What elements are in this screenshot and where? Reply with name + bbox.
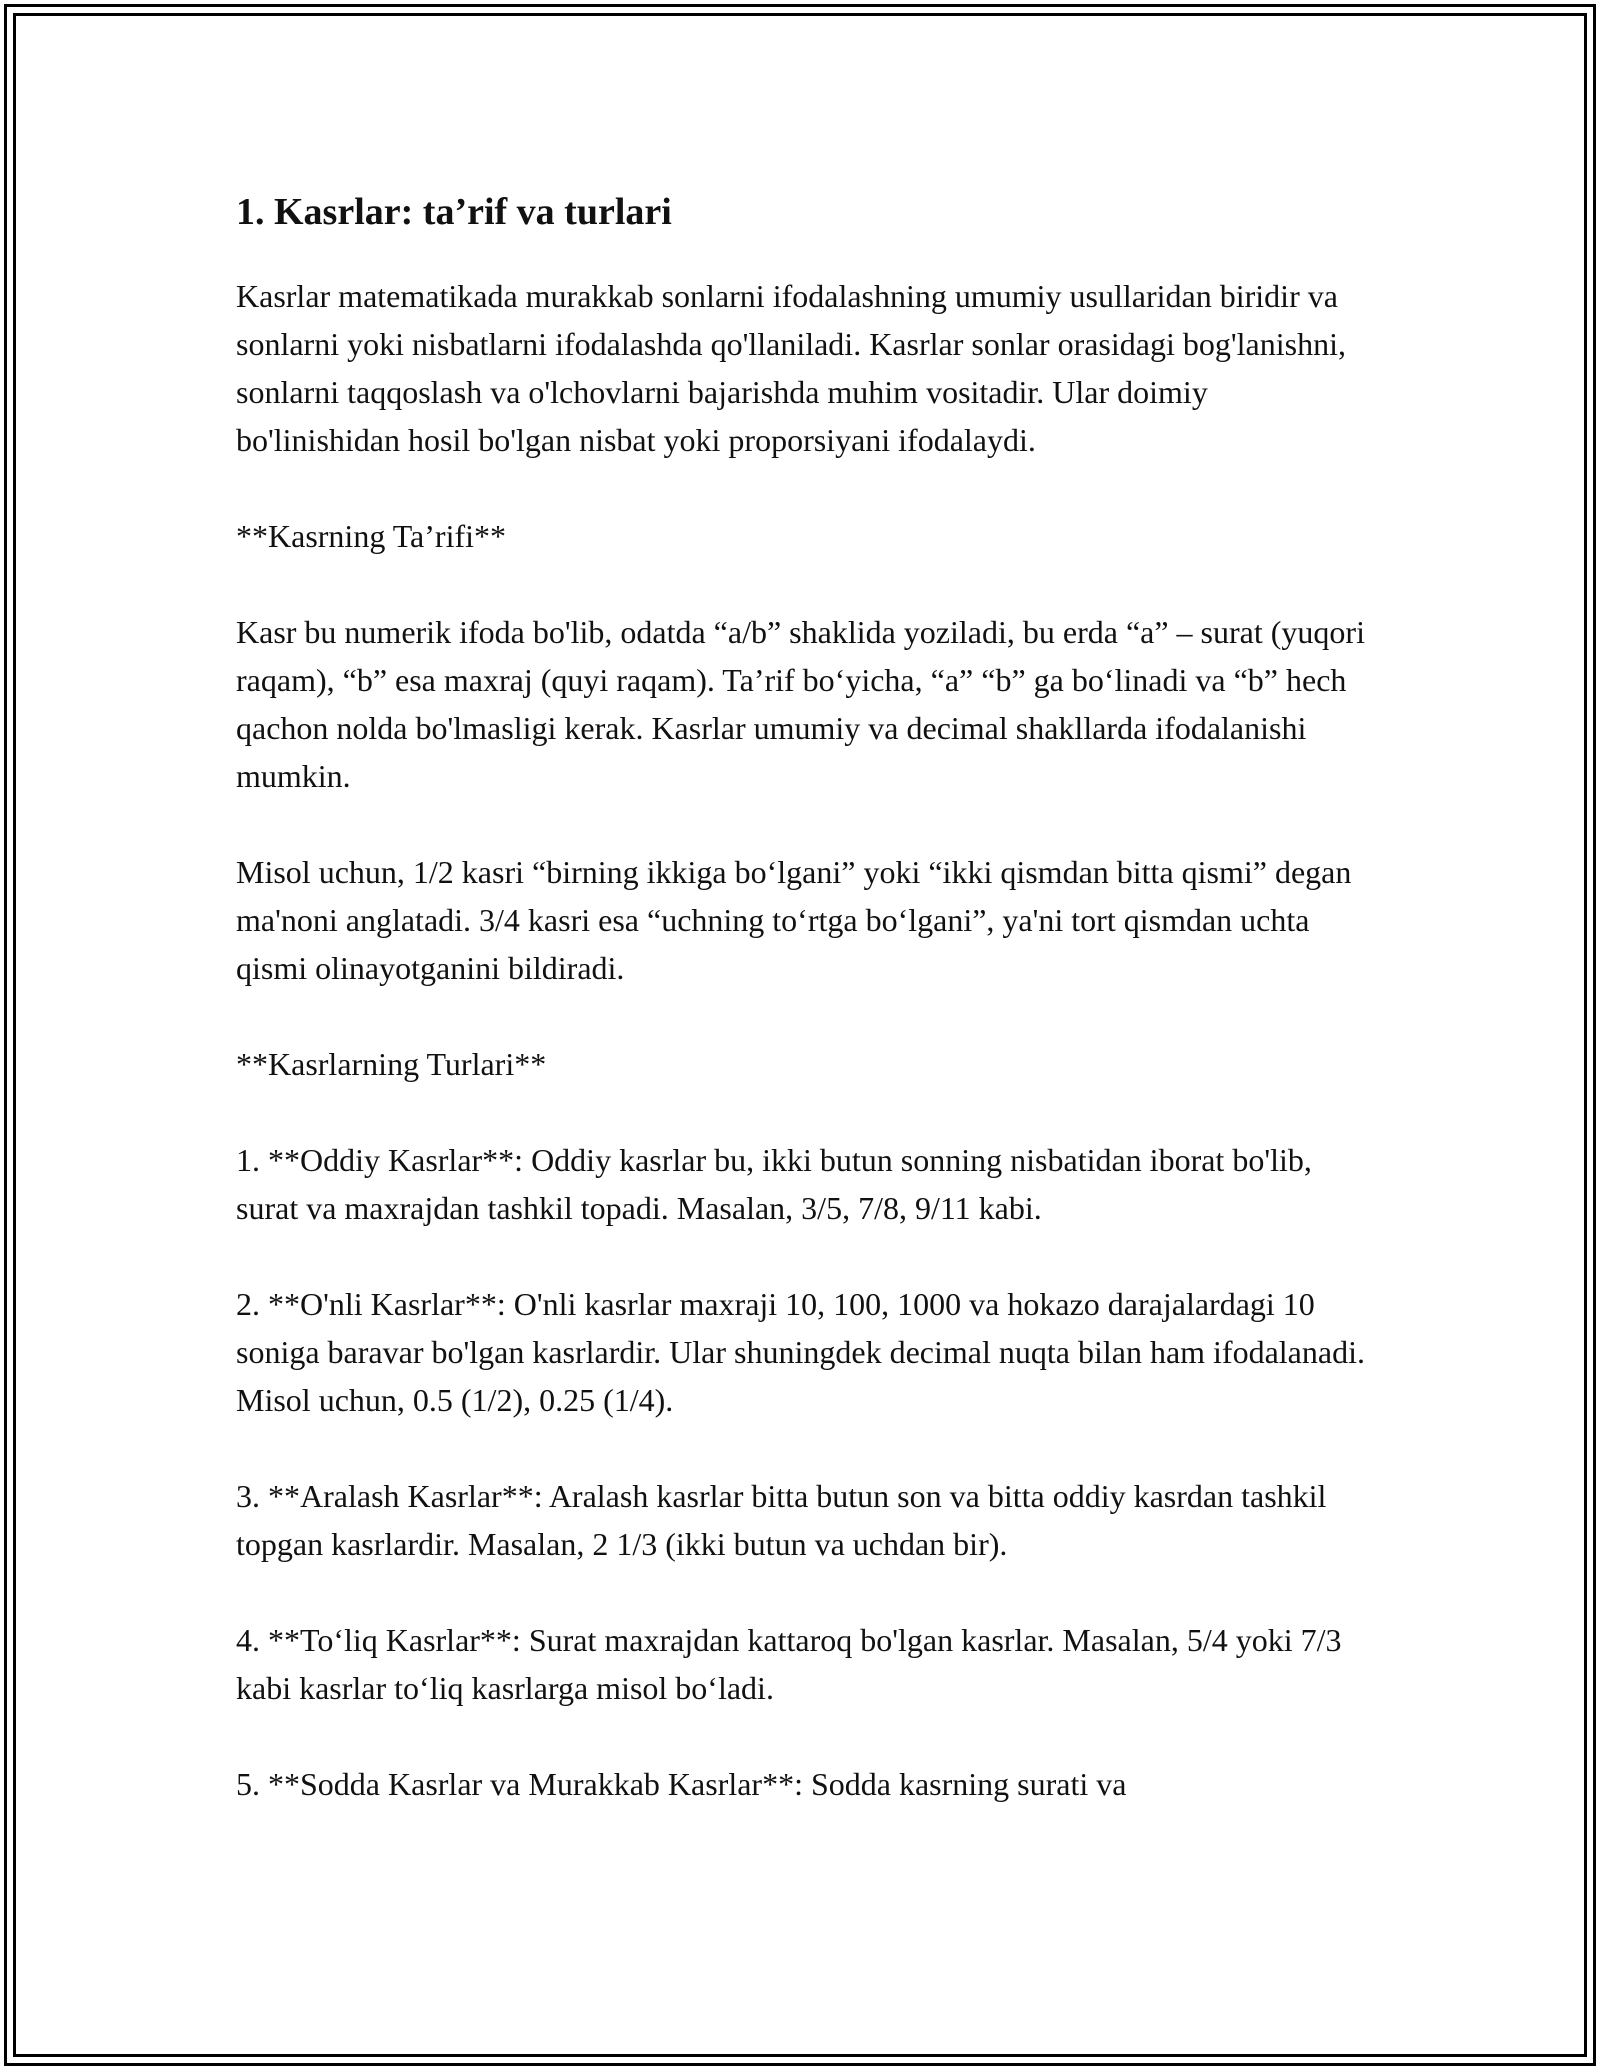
list-item-decimal-fractions: 2. **O'nli Kasrlar**: O'nli kasrlar maxraji 10, 100, 1000 va hokazo darajalardagi 10 soniga baravar bo'lgan kasrlardir. Ular shuningdek decimal nuqta bilan ham ifodalanadi. Misol uchun, 0.5 (1/2), 0.25 (1/4). xyxy=(236,1286,1365,1418)
list-item-simple-and-complex-fractions: 5. **Sodda Kasrlar va Murakkab Kasrlar**: Sodda kasrning surati va xyxy=(236,1766,1127,1802)
list-item-simple-fractions: 1. **Oddiy Kasrlar**: Oddiy kasrlar bu, ikki butun sonning nisbatidan iborat bo'lib, surat va maxrajdan tashkil topadi. Masalan, 3/5, 7/8, 9/11 kabi. xyxy=(236,1142,1312,1226)
paragraph-types-heading: **Kasrlarning Turlari** xyxy=(236,1046,547,1082)
list-item-mixed-fractions: 3. **Aralash Kasrlar**: Aralash kasrlar bitta butun son va bitta oddiy kasrdan tashkil topgan kasrlardir. Masalan, 2 1/3 (ikki butun va uchdan bir). xyxy=(236,1478,1327,1562)
document-body xyxy=(236,188,1366,1856)
paragraph-definition: Kasr bu numerik ifoda bo'lib, odatda “a/b” shaklida yoziladi, bu erda “a” – surat (yuqori raqam), “b” esa maxraj (quyi raqam). Ta’rif bo‘yicha, “a” “b” ga bo‘linadi va “b” hech qachon nolda bo'lmasligi kerak. Kasrlar umumiy va decimal shakllarda ifodalanishi mumkin. xyxy=(236,614,1365,794)
paragraph-definition-heading: **Kasrning Ta’rifi** xyxy=(236,518,506,554)
list-item-improper-fractions: 4. **To‘liq Kasrlar**: Surat maxrajdan kattaroq bo'lgan kasrlar. Masalan, 5/4 yoki 7/3 kabi kasrlar to‘liq kasrlarga misol bo‘ladi. xyxy=(236,1622,1342,1706)
paragraph-example: Misol uchun, 1/2 kasri “birning ikkiga bo‘lgani” yoki “ikki qismdan bitta qismi” degan ma'noni anglatadi. 3/4 kasri esa “uchning to‘rtga bo‘lgani”, ya'ni tort qismdan uchta qismi olinayotganini bildiradi. xyxy=(236,854,1352,986)
section-heading: 1. Kasrlar: ta’rif va turlari xyxy=(236,191,672,233)
paragraph-intro: Kasrlar matematikada murakkab sonlarni ifodalashning umumiy usullaridan biridir va sonlarni yoki nisbatlarni ifodalashda qo'llaniladi. Kasrlar sonlar orasidagi bog'lanishni, sonlarni taqqoslash va o'lchovlarni bajarishda muhim vositadir. Ular doimiy bo'linishidan hosil bo'lgan nisbat yoki proporsiyani ifodalaydi. xyxy=(236,278,1346,458)
